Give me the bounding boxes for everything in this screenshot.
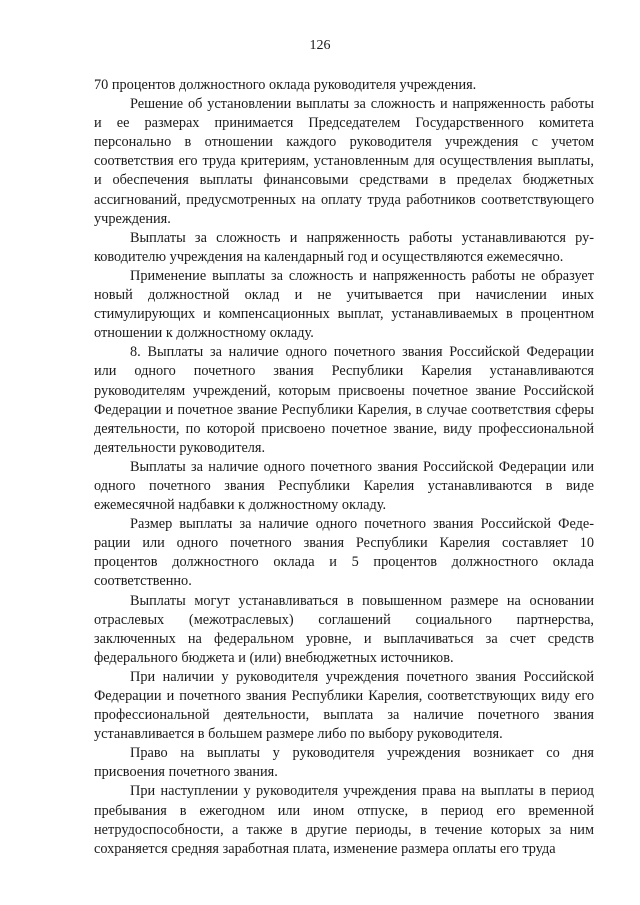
- paragraph: 8. Выплаты за наличие одного почетного звания Российской Федерации или одного почетного звания Республики Карелия устанавливаются руководителям учреждений, которым присвоены почетное звание Российской Федерации и почетное звание Республики Карелия, в случае соответствия сферы деятельности, по которой присвоено почетное звание, виду профессиональной деятельности руководителя.: [94, 344, 594, 456]
- paragraph: Размер выплаты за наличие одного почетного звания Российской Федерации или одного почетного звания Республики Карелия составляет 10 процентов должностного оклада и 5 процентов должностного оклада соответственно.: [94, 516, 594, 590]
- paragraph: Право на выплаты у руководителя учреждения возникает со дня присвоения почетного звания.: [94, 745, 594, 781]
- paragraph: При наличии у руководителя учреждения почетного звания Российской Федерации и почетного звания Республики Карелия, соответствующих виду его профессиональной деятельности, выплата за наличие почетного звания устанавливается в большем размере либо по выбору руководителя.: [94, 668, 594, 743]
- paragraph: При наступлении у руководителя учреждения права на выплаты в период пребывания в ежегодном или ином отпуске, в период его временной нетрудоспособности, а также в другие периоды, в течение которых за ним сохраняется средняя заработная плата, изменение размера оплаты его труда: [94, 783, 594, 857]
- paragraph: Выплаты за сложность и напряженность работы устанавливаются руководителю учреждения на календарный год и осуществляются ежемесячно.: [94, 229, 594, 265]
- paragraph: Применение выплаты за сложность и напряженность работы не образует новый должностной оклад и не учитывается при начислении иных стимулирующих и компенсационных выплат, устанавливаемых в процентном отношении к должностному окладу.: [94, 267, 594, 342]
- paragraph: Выплаты за наличие одного почетного звания Российской Федерации или одного почетного звания Республики Карелия устанавливаются в виде ежемесячной надбавки к должностному окладу.: [94, 458, 594, 514]
- page-number: 126: [309, 38, 331, 53]
- paragraph-continuation: 70 процентов должностного оклада руководителя учреждения.: [94, 77, 477, 93]
- document-body: [94, 76, 594, 859]
- paragraph: Выплаты могут устанавливаться в повышенном размере на основании отраслевых (межотраслевых) соглашений социального партнерства, заключенных на федеральном уровне, и выплачиваться за счет средств федерального бюджета и (или) внебюджетных источников.: [94, 592, 594, 666]
- paragraph: Решение об установлении выплаты за сложность и напряженность работы и ее размерах принимается Председателем Государственного комитета персонально в отношении каждого руководителя учреждения с учетом соответствия его труда критериям, установленным для осуществления выплаты, и обеспечения выплаты финансовыми средствами в пределах бюджетных ассигнований, предусмотренных на оплату труда работников соответствующего учреждения.: [94, 96, 594, 227]
